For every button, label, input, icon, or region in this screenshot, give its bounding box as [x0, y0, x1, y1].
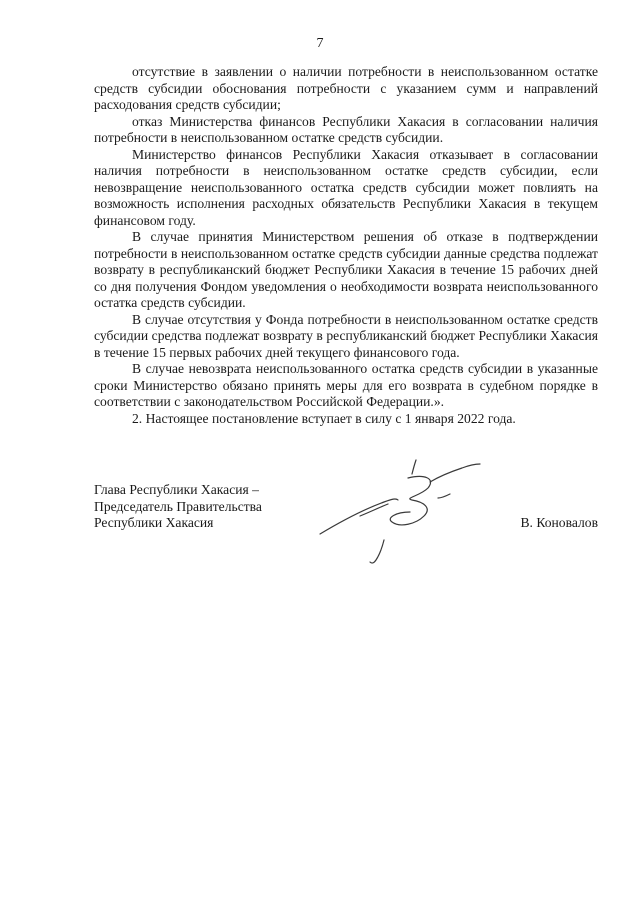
signature-stroke-7: [438, 494, 450, 498]
signatory-title-line-1: Глава Республики Хакасия –: [94, 482, 259, 497]
signature-stroke-5: [430, 464, 480, 482]
signature-stroke-3: [412, 460, 416, 474]
paragraph-7: 2. Настоящее постановление вступает в силу с 1 января 2022 года.: [132, 410, 516, 426]
paragraph-2: отказ Министерства финансов Республики Хакасия в согласовании наличия потребности в неиспользованном остатке средств субсидии.: [94, 113, 598, 145]
signature-stroke-4: [390, 476, 430, 524]
signatory-title-line-2: Председатель Правительства: [94, 498, 262, 514]
signatory-title-line-3: Республики Хакасия: [94, 515, 214, 530]
paragraph-3: Министерство финансов Республики Хакасия отказывает в согласовании наличия потребности в неиспользованном остатке средств субсидии, если невозвращение неиспользованного остатка средств субсидии может повлиять на возможность исполнения расходных обязательств Республики Хакасия в текущем финансовом году.: [94, 146, 598, 228]
signature-stroke-6: [370, 540, 384, 563]
handwritten-signature: [300, 452, 510, 572]
document-body: [94, 64, 598, 427]
signer-name: В. Коновалов: [520, 515, 598, 530]
paragraph-6: В случае невозврата неиспользованного остатка средств субсидии в указанные сроки Министерство обязано принять меры для его возврата в судебном порядке в соответствии с законодательством Российской Федерации.».: [94, 361, 598, 409]
signatory-title: [94, 482, 262, 532]
paragraph-4: В случае принятия Министерством решения об отказе в подтверждении потребности в неиспользованном остатке средств субсидии данные средства подлежат возврату в республиканский бюджет Республики Хакасия в течение 15 рабочих дней со дня получения Фондом уведомления о необходимости возврата неиспользованного остатка средств субсидии.: [94, 229, 598, 310]
page-number: 7: [316, 36, 324, 51]
paragraph-5: В случае отсутствия у Фонда потребности в неиспользованном остатке средств субсидии средства подлежат возврату в республиканский бюджет Республики Хакасия в течение 15 первых рабочих дней текущего финансового года.: [94, 311, 598, 360]
paragraph-1: отсутствие в заявлении о наличии потребности в неиспользованном остатке средств субсидии обоснования потребности с указанием сумм и направлений расходования средств субсидии;: [94, 64, 598, 112]
